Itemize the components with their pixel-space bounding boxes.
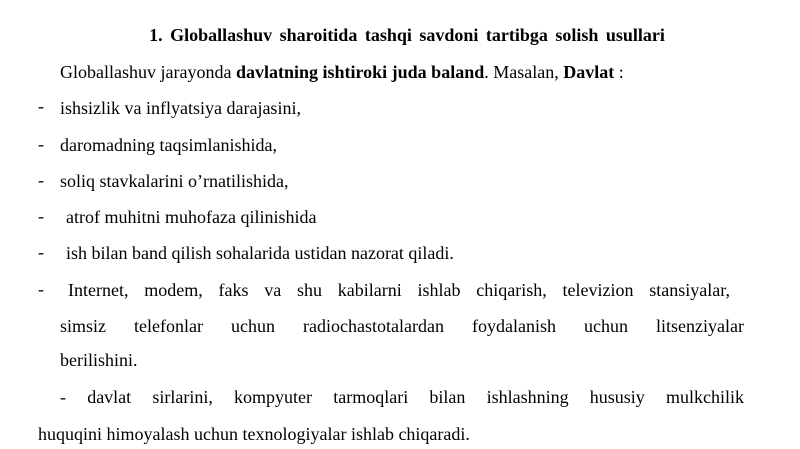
bullet-dash: - bbox=[38, 242, 44, 262]
last-item-line-1: - davlat sirlarini, kompyuter tarmoqlari bilan ishlashning hususiy mulkchilik bbox=[60, 387, 744, 407]
list-item: soliq stavkalarini o’rnatilishida, bbox=[60, 171, 289, 191]
intro-bold-2: Davlat bbox=[563, 62, 615, 82]
list-item: daromadning taqsimlanishida, bbox=[60, 135, 277, 155]
list-item: ish bilan band qilish sohalarida ustidan nazorat qiladi. bbox=[66, 243, 454, 263]
list-item: ishsizlik va inflyatsiya darajasini, bbox=[60, 98, 301, 118]
intro-text-2: . Masalan, bbox=[484, 62, 564, 82]
bullet-dash: - bbox=[38, 279, 44, 299]
intro-text-3: : bbox=[614, 62, 624, 82]
intro-paragraph bbox=[60, 62, 624, 83]
last-item-line-2: huquqini himoyalash uchun texnologiyalar ishlab chiqaradi. bbox=[38, 424, 470, 444]
bullet-dash: - bbox=[38, 96, 44, 116]
long-item-line-3: berilishini. bbox=[60, 350, 138, 370]
long-item-line-1: Internet, modem, faks va shu kabilarni ishlab chiqarish, televizion stansiyalar, bbox=[68, 280, 730, 300]
long-item-line-2: simsiz telefonlar uchun radiochastotalardan foydalanish uchun litsenziyalar bbox=[60, 316, 744, 336]
bullet-dash: - bbox=[38, 170, 44, 190]
section-heading: 1. Globallashuv sharoitida tashqi savdoni tartibga solish usullari bbox=[149, 25, 665, 45]
intro-text-1: Globallashuv jarayonda bbox=[60, 62, 236, 82]
list-item: atrof muhitni muhofaza qilinishida bbox=[66, 207, 317, 227]
bullet-dash: - bbox=[38, 206, 44, 226]
intro-bold-1: davlatning ishtiroki juda baland bbox=[235, 62, 485, 82]
bullet-dash: - bbox=[38, 134, 44, 154]
